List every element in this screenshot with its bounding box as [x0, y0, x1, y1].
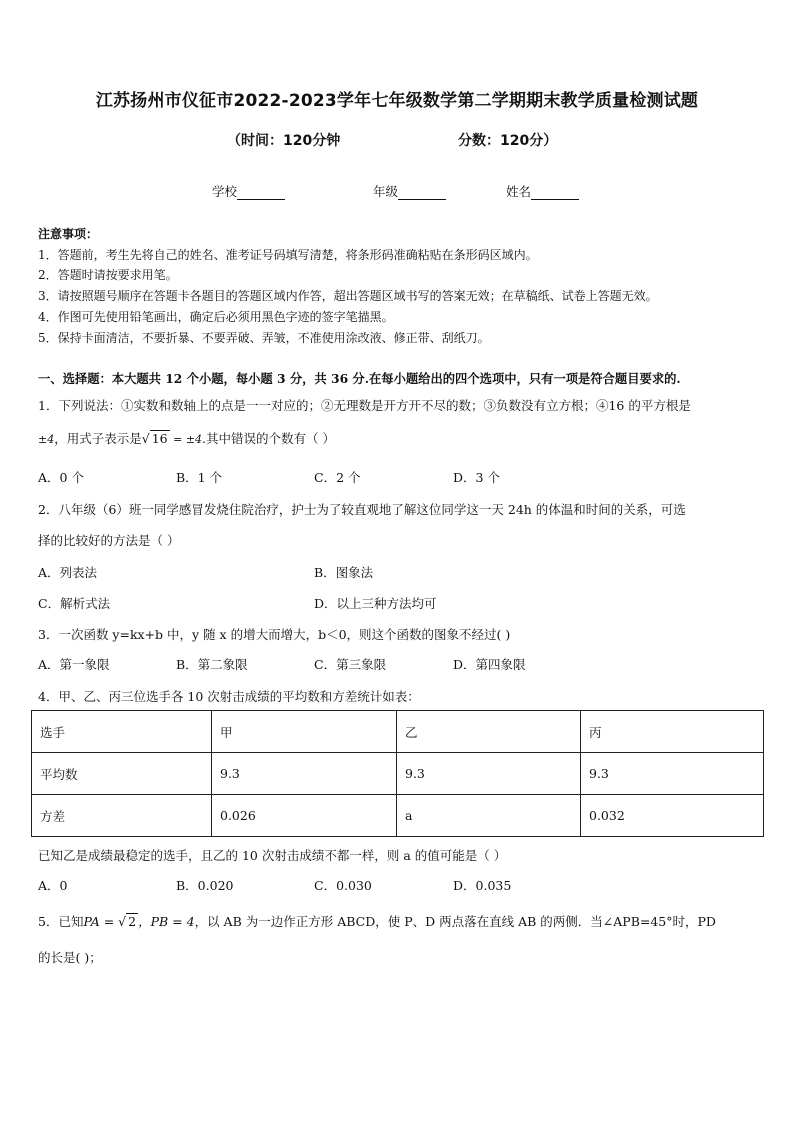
school-blank	[237, 186, 285, 200]
table-cell: 丙	[581, 711, 764, 753]
table-cell: 9.3	[212, 753, 397, 795]
exam-time: （时间：120分钟	[227, 133, 341, 149]
table-cell: a	[397, 795, 581, 837]
q4-option-c: C．0.030	[314, 878, 372, 893]
q2-option-c: C．解析式法	[38, 596, 111, 611]
note-item: 3．请按照题号顺序在答题卡各题目的答题区域内作答，超出答题区域书写的答案无效；在草稿纸、试卷上答题无效。	[38, 289, 658, 304]
name-field	[506, 182, 579, 200]
q4-stem: 4．甲、乙、丙三位选手各 10 次射击成绩的平均数和方差统计如表：	[38, 689, 420, 704]
q4-option-d: D．0.035	[453, 878, 512, 893]
table-row	[32, 753, 764, 795]
q3-option-b: B．第二象限	[176, 657, 248, 672]
q2-stem-cont: 择的比较好的方法是（ ）	[38, 533, 180, 548]
q1-option-d: D．3 个	[453, 470, 500, 485]
q1-pm4: ±4	[38, 433, 55, 446]
q1-option-c: C．2 个	[314, 470, 361, 485]
table-cell: 方差	[32, 795, 212, 837]
q1-option-b: B．1 个	[176, 470, 223, 485]
table-cell: 9.3	[581, 753, 764, 795]
q5-rest: ，以 AB 为一边作正方形 ABCD，使 P、D 两点落在直线 AB 的两侧．当∠APB=45°时，PD	[194, 914, 716, 929]
note-item: 2．答题时请按要求用笔。	[38, 268, 178, 283]
note-item: 5．保持卡面清洁，不要折暴、不要弄破、弄皱，不准使用涂改液、修正带、刮纸刀。	[38, 330, 490, 345]
q1-mid: ，用式子表示是	[54, 431, 142, 446]
q5-stem: 5．已知PA = √ 2 ，PB = 4，以 AB 为一边作正方形 ABCD，使 P、D 两点落在直线 AB 的两侧．当∠APB=45°时，PD	[38, 914, 716, 929]
q2-option-d: D．以上三种方法均可	[314, 596, 437, 611]
note-item: 4．作图可先使用铅笔画出，确定后必须用黑色字迹的签字笔描黑。	[38, 309, 394, 324]
table-cell: 0.026	[212, 795, 397, 837]
q1-option-a: A．0 个	[38, 470, 84, 485]
section-heading: 一、选择题：本大题共 12 个小题，每小题 3 分，共 36 分.在每小题给出的四个选项中，只有一项是符合题目要求的.	[38, 371, 681, 386]
q3-option-d: D．第四象限	[453, 657, 526, 672]
q3-stem: 3．一次函数 y=kx+b 中，y 随 x 的增大而增大，b＜0，则这个函数的图象不经过( )	[38, 627, 511, 642]
q4-option-b: B．0.020	[176, 878, 234, 893]
q5-prefix: 5．已知	[38, 914, 84, 929]
q2-option-a: A．列表法	[38, 565, 98, 580]
q1-formula-line: ±4，用式子表示是√ 16 = ±4.其中错误的个数有（ ）	[38, 431, 335, 446]
q1-eq: = ±4	[169, 433, 203, 446]
grade-blank	[398, 186, 446, 200]
q5-radicand: 2	[128, 914, 137, 929]
exam-score: 分数：120分）	[458, 133, 558, 149]
grade-label: 年级	[373, 184, 399, 199]
name-label: 姓名	[506, 184, 532, 199]
q2-option-b: B．图象法	[314, 565, 374, 580]
school-label: 学校	[212, 184, 238, 199]
exam-title: 江苏扬州市仪征市2022-2023学年七年级数学第二学期期末教学质量检测试题	[95, 91, 699, 111]
q1-radicand: 16	[151, 431, 168, 446]
table-row	[32, 795, 764, 837]
q5-pb: ，PB = 4	[138, 914, 195, 929]
notes-block	[38, 224, 768, 348]
q4-stem-cont: 已知乙是成绩最稳定的选手，且乙的 10 次射击成绩不都一样，则 a 的值可能是（ ）	[38, 848, 507, 863]
name-blank	[531, 186, 579, 200]
school-field	[212, 182, 285, 200]
table-cell: 9.3	[397, 753, 581, 795]
table-cell: 甲	[212, 711, 397, 753]
q5-stem-cont: 的长是( )；	[38, 950, 102, 965]
table-header-row	[32, 711, 764, 753]
q5-pa: PA =	[83, 914, 119, 929]
notes-heading: 注意事项：	[38, 227, 99, 241]
table-cell: 0.032	[581, 795, 764, 837]
q3-option-c: C．第三象限	[314, 657, 387, 672]
table-cell: 平均数	[32, 753, 212, 795]
q1-stem: 1．下列说法：①实数和数轴上的点是一一对应的；②无理数是开方开不尽的数；③负数没有立方根；④16 的平方根是	[38, 398, 691, 413]
q2-stem: 2．八年级（6）班一同学感冒发烧住院治疗，护士为了较直观地了解这位同学这一天 24h 的体温和时间的关系，可选	[38, 502, 686, 517]
table-cell: 选手	[32, 711, 212, 753]
q1-end: .其中错误的个数有（ ）	[202, 431, 335, 446]
table-cell: 乙	[397, 711, 581, 753]
note-item: 1．答题前，考生先将自己的姓名、准考证号码填写清楚，将条形码准确粘贴在条形码区域内。	[38, 247, 538, 262]
q3-option-a: A．第一象限	[38, 657, 110, 672]
q4-option-a: A．0	[38, 878, 68, 893]
grade-field	[373, 182, 446, 200]
q4-table	[31, 710, 764, 837]
